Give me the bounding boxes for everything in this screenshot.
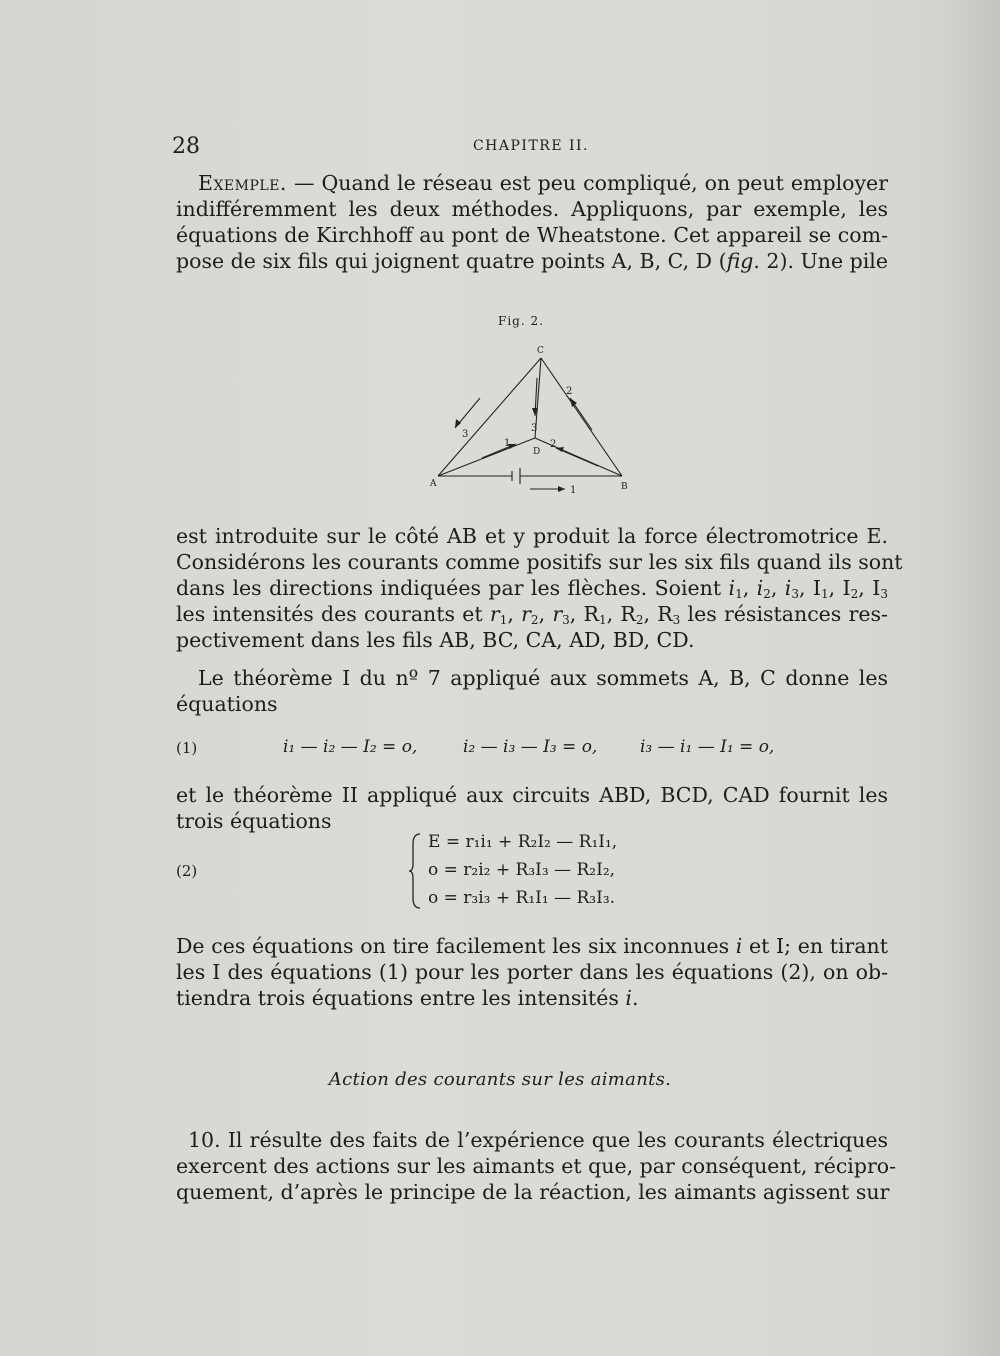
text-span: De ces équations on tire facilement les six inconnues (176, 934, 736, 958)
running-header (172, 134, 890, 164)
text-line (176, 985, 888, 1011)
equation-term: i₁ — i₂ — I₂ = o, (283, 737, 418, 757)
paragraph-theorem-two (176, 782, 888, 834)
paragraph-magnets (176, 1127, 897, 1205)
text-span: . (631, 986, 639, 1010)
equation-line: o = r₃i₃ + R₁I₁ — R₃I₃. (428, 888, 616, 908)
math-variable (729, 576, 743, 600)
variable-symbol: I (872, 576, 881, 600)
math-variable (872, 576, 888, 600)
page-shadow (940, 0, 1000, 1356)
text-line: pectivement dans les fils AB, BC, CA, AD, BD, CD. (176, 628, 695, 652)
section-title: Action des courants sur les aimants. (328, 1069, 672, 1090)
page-number: 28 (172, 134, 200, 159)
text-line (176, 248, 888, 274)
separator: , (770, 576, 785, 600)
text-span: et I; en tirant (742, 934, 888, 958)
arrowhead (570, 398, 577, 407)
variable-i: i (735, 934, 743, 958)
equation-number: (1) (176, 739, 198, 757)
variable-subscript: 2 (635, 613, 644, 627)
variable-subscript: 3 (880, 587, 888, 601)
text-line: les I des équations (1) pour les porter dans les équations (2), on ob- (176, 960, 888, 984)
variable-i: i (625, 986, 632, 1010)
equation-term: i₃ — i₁ — I₁ = o, (640, 737, 775, 757)
current-label-bd: 2 (550, 439, 557, 450)
resistance-variables (490, 602, 680, 626)
variable-symbol: I (812, 576, 821, 600)
arrowhead (455, 419, 461, 428)
variable-subscript: 1 (598, 613, 607, 627)
variable-symbol: i (756, 576, 764, 600)
point-label-d: D (533, 447, 541, 457)
text-line: équations (176, 692, 278, 716)
current-variables (729, 576, 888, 600)
figure-caption: Fig. 2. (498, 314, 544, 328)
separator: , (828, 576, 843, 600)
current-label-bc: 2 (566, 386, 573, 397)
equation-term: i₂ — i₃ — I₃ = o, (463, 737, 598, 757)
math-variable (843, 576, 859, 600)
math-variable (584, 602, 607, 626)
variable-symbol: r (521, 602, 531, 626)
wire-ca (438, 358, 541, 476)
variable-symbol: i (728, 576, 736, 600)
variable-subscript: 3 (672, 613, 681, 627)
separator: , (643, 602, 658, 626)
text-line: quement, d’après le principe de la réaction, les aimants agissent sur (176, 1180, 890, 1204)
text-span: — Quand le réseau est peu compliqué, on peut employer (286, 171, 888, 195)
math-variable (490, 602, 507, 626)
math-variable (552, 602, 569, 626)
math-variable (657, 602, 680, 626)
equation-line: o = r₂i₂ + R₃I₃ — R₂I₂, (428, 860, 616, 880)
separator: , (538, 602, 553, 626)
text-span: 2). Une pile (759, 249, 888, 273)
wheatstone-bridge-figure (420, 338, 645, 498)
text-line (176, 170, 888, 196)
example-heading: Exemple. (198, 171, 287, 195)
variable-symbol: I (842, 576, 851, 600)
text-line: Le théorème I du nº 7 appliqué aux sommets A, B, C donne les (198, 666, 888, 690)
math-variable (785, 576, 799, 600)
separator: , (742, 576, 757, 600)
curly-brace (408, 832, 422, 910)
text-line (176, 575, 888, 601)
text-line: exercent des actions sur les aimants et que, par conséquent, récipro- (176, 1154, 897, 1178)
text-line (176, 601, 888, 627)
separator: , (606, 602, 621, 626)
variable-subscript: 1 (820, 587, 829, 601)
paragraph-solution (176, 933, 888, 1011)
equation-line: E = r₁i₁ + R₂I₂ — R₁I₁, (428, 832, 618, 852)
variable-subscript: 2 (850, 587, 859, 601)
current-label-ad: 1 (504, 438, 511, 449)
variable-subscript: 1 (499, 613, 508, 627)
variable-subscript: 2 (530, 613, 539, 627)
fig-reference: fig. (726, 249, 760, 273)
current-label-cd: 3 (531, 423, 538, 434)
equation-number: (2) (176, 862, 198, 880)
text-span: les intensités des courants et (176, 602, 483, 626)
point-label-b: B (621, 482, 628, 492)
point-label-c: C (537, 346, 544, 356)
text-line: Considérons les courants comme positifs sur les six fils quand ils sont (176, 550, 903, 574)
separator: , (858, 576, 873, 600)
variable-symbol: r (489, 602, 500, 626)
text-line: 10. Il résulte des faits de l’expérience que les courants électriques (188, 1128, 888, 1152)
separator: , (507, 602, 522, 626)
paragraph-currents (176, 523, 903, 653)
variable-symbol: R (657, 602, 673, 626)
variable-symbol: R (583, 602, 599, 626)
text-span: dans les directions indiquées par les flèches. Soient (176, 576, 722, 600)
paragraph-theorem-one (176, 665, 888, 717)
text-line: équations de Kirchhoff au pont de Wheatstone. Cet appareil se com- (176, 223, 888, 247)
math-variable (813, 576, 829, 600)
paragraph-example (176, 170, 888, 274)
text-span: les résistances res- (680, 602, 888, 626)
variable-subscript: 2 (763, 587, 771, 601)
math-variable (521, 602, 538, 626)
wheatstone-bridge-diagram (420, 338, 645, 498)
arrowhead (558, 486, 565, 492)
variable-symbol: i (784, 576, 792, 600)
text-line (176, 933, 888, 959)
chapter-title: CHAPITRE II. (472, 138, 590, 154)
current-label-ca: 3 (462, 429, 469, 440)
current-label-ab: 1 (570, 485, 577, 496)
text-line: et le théorème II appliqué aux circuits ABD, BCD, CAD fournit les (176, 783, 888, 807)
variable-symbol: R (620, 602, 636, 626)
text-line: indifféremment les deux méthodes. Appliquons, par exemple, les (176, 197, 888, 221)
variable-subscript: 3 (562, 613, 570, 627)
variable-subscript: 3 (791, 587, 799, 601)
math-variable (757, 576, 771, 600)
text-span: pose de six fils qui joignent quatre points A, B, C, D ( (176, 249, 727, 273)
text-line: trois équations (176, 809, 332, 833)
text-span: tiendra trois équations entre les intensités (176, 986, 626, 1010)
math-variable (620, 602, 643, 626)
variable-subscript: 1 (735, 587, 743, 601)
separator: , (798, 576, 813, 600)
separator: , (569, 602, 584, 626)
variable-symbol: r (552, 602, 563, 626)
text-line: est introduite sur le côté AB et y produit la force électromotrice E. (176, 524, 888, 548)
point-label-a: A (430, 479, 437, 489)
